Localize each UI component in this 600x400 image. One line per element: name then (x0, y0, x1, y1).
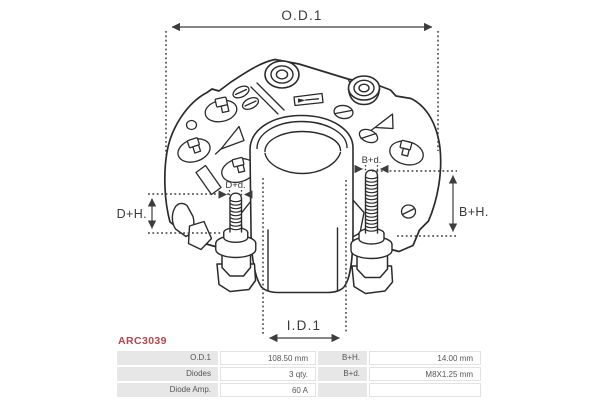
center-bore-tube (250, 116, 353, 293)
spec-value-diodes: 3 qty. (220, 367, 316, 381)
spec-label-bph: B+H. (318, 351, 367, 365)
spec-value-bpd: M8X1.25 mm (369, 367, 481, 381)
part-number-link[interactable]: ARC3039 (118, 335, 167, 347)
spec-label-diode-amp: Diode Amp. (117, 383, 218, 397)
dim-label-dpd: D+d. (225, 180, 246, 191)
dim-label-dph: D+H. (116, 207, 147, 221)
dim-label-id1: I.D.1 (286, 318, 322, 333)
spec-label-diodes: Diodes (117, 367, 218, 381)
spec-label-bpd: B+d. (318, 367, 367, 381)
spec-value-bph: 14.00 mm (369, 351, 481, 365)
dim-label-bpd: B+d. (361, 155, 382, 166)
dim-label-bph: B+H. (459, 205, 489, 219)
spec-value-diode-amp: 60 A (220, 383, 316, 397)
spec-label-od1: O.D.1 (117, 351, 218, 365)
dim-label-od1: O.D.1 (281, 8, 323, 23)
spec-value-od1: 108.50 mm (220, 351, 316, 365)
spec-table (117, 351, 481, 397)
spec-label-empty (318, 383, 367, 397)
spec-value-empty (369, 383, 481, 397)
